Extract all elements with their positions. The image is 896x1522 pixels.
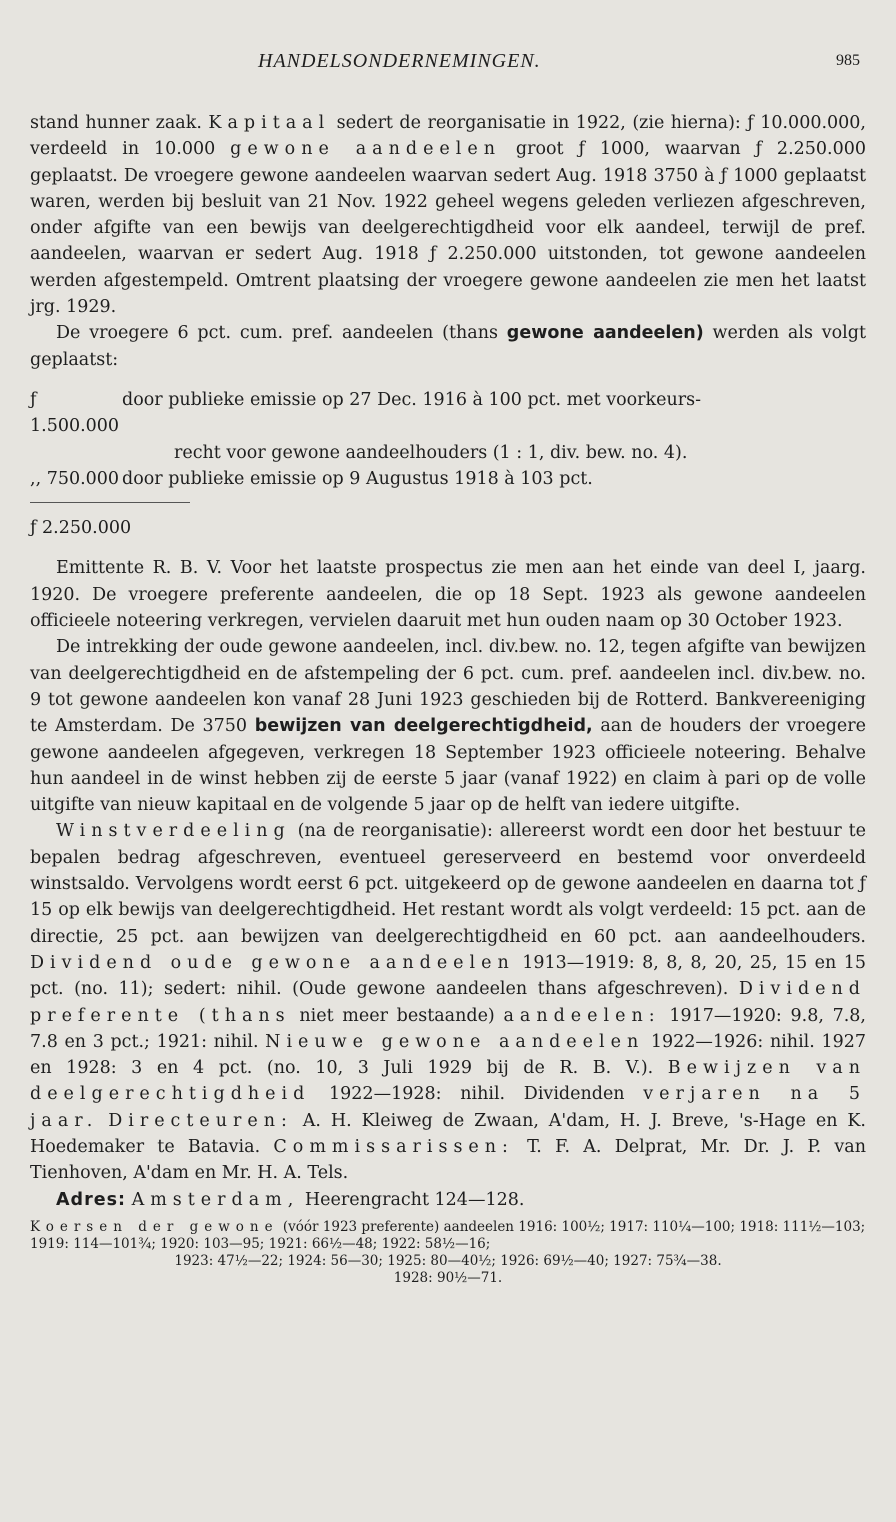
issue-row bbox=[30, 387, 866, 440]
text-span: A. H. Kleiweg de Zwaan, A'dam, H. J. Breve, 's-Hage en K. Hoedemaker te Batavia. bbox=[30, 1110, 866, 1157]
text-span: 1922—1926: nihil. 1927 en 1928: 3 en 4 pct. (no. 10, 3 Juli 1929 bij de R. B. V.). bbox=[30, 1031, 866, 1079]
text-span: stand hunner zaak. bbox=[30, 113, 202, 133]
paragraph-intrekking bbox=[30, 634, 866, 818]
address-city: Amsterdam, bbox=[131, 1189, 300, 1210]
spaced-term-bewijzen: Bewijzen van deelgerechtigdheid bbox=[30, 1058, 866, 1105]
issue-list bbox=[30, 387, 866, 492]
paragraph-winstverdeeling bbox=[30, 818, 866, 1186]
issue-text: door publieke emissie op 9 Augustus 1918 à 103 pct. bbox=[122, 468, 593, 489]
spaced-term-directeuren: Directeuren: bbox=[108, 1110, 293, 1131]
spaced-term-gewone: gewone aandeelen bbox=[230, 139, 502, 160]
text-span: sedert de reorganisatie in 1922, (zie hierna): ƒ 10.000.000, verdeeld in 10.000 bbox=[30, 113, 866, 160]
paragraph-placement bbox=[30, 320, 866, 373]
text-span: De vroegere 6 pct. cum. pref. aandeelen (thans bbox=[56, 323, 507, 344]
koersen-line2: 1923: 47½—22; 1924: 56—30; 1925: 80—40½; 1926: 69½—40; 1927: 75¾—38. bbox=[174, 1252, 722, 1269]
page-number: 985 bbox=[836, 52, 860, 69]
bold-term-gewone-aandeelen: gewone aandeelen) bbox=[506, 323, 704, 344]
text-span: 1913—1919: 8, 8, 8, 20, 25, 15 en 15 pct. (no. 11); sedert: nihil. (Oude gewone aandeelen thans afgeschreven). bbox=[30, 952, 866, 1000]
paragraph-emittente: Emittente R. B. V. Voor het laatste prospectus zie men aan het einde van deel I, jaarg. 1920. De vroegere preferente aandeelen, die op 18 Sept. 1923 als gewone aandeelen officieele noteering verkregen, vervielen daaruit met hun ouden naam op 30 October 1923. bbox=[30, 558, 866, 632]
bold-term-bewijzen: bewijzen van deelgerechtigdheid, bbox=[254, 716, 593, 737]
text-span: aan de houders der vroegere gewone aandeelen afgegeven, verkregen 18 September 1923 officieele noteering. Behalve hun aandeel in de winst hebben zij de eerste 5 jaar (vanaf 1922) en claim à pari op de volle uitgifte van nieuw kapitaal en de volgende 5 jaar op de helft van iedere uitgifte. bbox=[30, 716, 867, 816]
address-street: Heerengracht 124—128. bbox=[304, 1189, 525, 1210]
address-label: Adres: bbox=[56, 1189, 126, 1210]
spaced-term-commissarissen: Commissarissen: bbox=[273, 1136, 514, 1157]
running-header bbox=[0, 50, 896, 90]
text-span: werden als volgt geplaatst: bbox=[30, 323, 866, 370]
spaced-term-dividend-oude: Dividend oude gewone aandeelen bbox=[30, 952, 515, 973]
body-text bbox=[30, 110, 866, 1287]
issue-continuation: recht voor gewone aandeelhouders (1 : 1, div. bew. no. 4). bbox=[174, 442, 688, 463]
text-span: T. F. A. Delprat, Mr. Dr. J. P. van Tienhoven, A'dam en Mr. H. A. Tels. bbox=[30, 1136, 866, 1184]
issue-amount: ƒ 1.500.000 bbox=[30, 389, 120, 437]
spaced-term-kapitaal: Kapitaal bbox=[208, 113, 331, 133]
spaced-term-dividend-preferente: Dividend preferente (thans bbox=[30, 979, 866, 1026]
spacer bbox=[30, 541, 866, 555]
paragraph-kapitaal bbox=[30, 110, 866, 320]
spaced-term-winstverdeeling: Winstverdeeling bbox=[56, 821, 291, 842]
issues-total: ƒ 2.250.000 bbox=[30, 518, 132, 539]
spaced-term-koersen: Koersen der gewone bbox=[30, 1218, 279, 1235]
koersen-block bbox=[30, 1219, 866, 1253]
koersen-line1: (vóór 1923 preferente) aandeelen 1916: 100½; 1917: 110¼—100; 1918: 111½—103; 1919: 114—101¾; 1920: 103—95; 1921: 66½—48; 1922: 58½—16; bbox=[30, 1218, 866, 1252]
spaced-term-verjaren: verjaren na 5 jaar. bbox=[30, 1084, 866, 1131]
issue-amount: ,, 750.000 bbox=[30, 468, 120, 489]
text-span: 1917—1920: 9.8, 7.8, 7.8 en 3 pct.; 1921: nihil. bbox=[30, 1005, 866, 1052]
header-title: HANDELSONDERNEMINGEN. bbox=[258, 50, 541, 72]
text-span: groot ƒ 1000, waarvan ƒ 2.250.000 geplaatst. De vroegere gewone aandeelen waarvan sedert Aug. 1918 3750 à ƒ 1000 geplaatst waren, werden bij besluit van 21 Nov. 1922 geheel wegens geleden verliezen afgeschreven, onder afgifte van een bewijs van deelgerechtigdheid voor elk aandeel, terwijl de pref. aandeelen, waarvan er sedert Aug. 1918 ƒ 2.250.000 uitstonden, tot gewone aandeelen werden afgestempeld. Omtrent plaatsing der vroegere gewone aandeelen zie men het laatst jrg. 1929. bbox=[30, 139, 866, 318]
text-span: niet meer bestaande) bbox=[290, 1005, 504, 1026]
text-span: De intrekking der oude gewone aandeelen, incl. div.bew. no. 12, tegen afgifte van bewijzen van deelgerechtigdheid en de afstempeling der 6 pct. cum. pref. aandeelen incl. div.bew. no. 9 tot gewone aandeelen kon vanaf 28 Juni 1923 geschieden bij de Rotterd. Bankvereeniging te Amsterdam. De 3750 bbox=[30, 637, 866, 737]
koersen-line3: 1928: 90½—71. bbox=[393, 1269, 503, 1286]
spaced-term-nieuwe-gewone: Nieuwe gewone aandeelen bbox=[265, 1031, 645, 1052]
spaced-term-aandeelen: aandeelen: bbox=[503, 1005, 661, 1026]
issue-text: door publieke emissie op 27 Dec. 1916 à 100 pct. met voorkeurs- bbox=[122, 389, 702, 410]
issue-row bbox=[30, 466, 866, 492]
text-span: (na de reorganisatie): allereerst wordt een door het bestuur te bepalen bedrag afgeschreven, eventueel gereserveerd en bestemd voor onverdeeld winstsaldo. Vervolgens wordt eerst 6 pct. uitgekeerd op de gewone aandeelen en daarna tot ƒ 15 op elk bewijs van deelgerechtigdheid. Het restant wordt als volgt verdeeld: 15 pct. aan de directie, 25 pct. aan bewijzen van deelgerechtigdheid en 60 pct. aan aandeelhouders. bbox=[30, 821, 866, 947]
text-span: 1922—1928: nihil. Dividenden bbox=[310, 1084, 644, 1105]
paragraph-adres bbox=[30, 1187, 866, 1213]
text-span bbox=[98, 1111, 108, 1131]
sum-rule bbox=[30, 502, 190, 503]
spacer bbox=[30, 373, 866, 387]
